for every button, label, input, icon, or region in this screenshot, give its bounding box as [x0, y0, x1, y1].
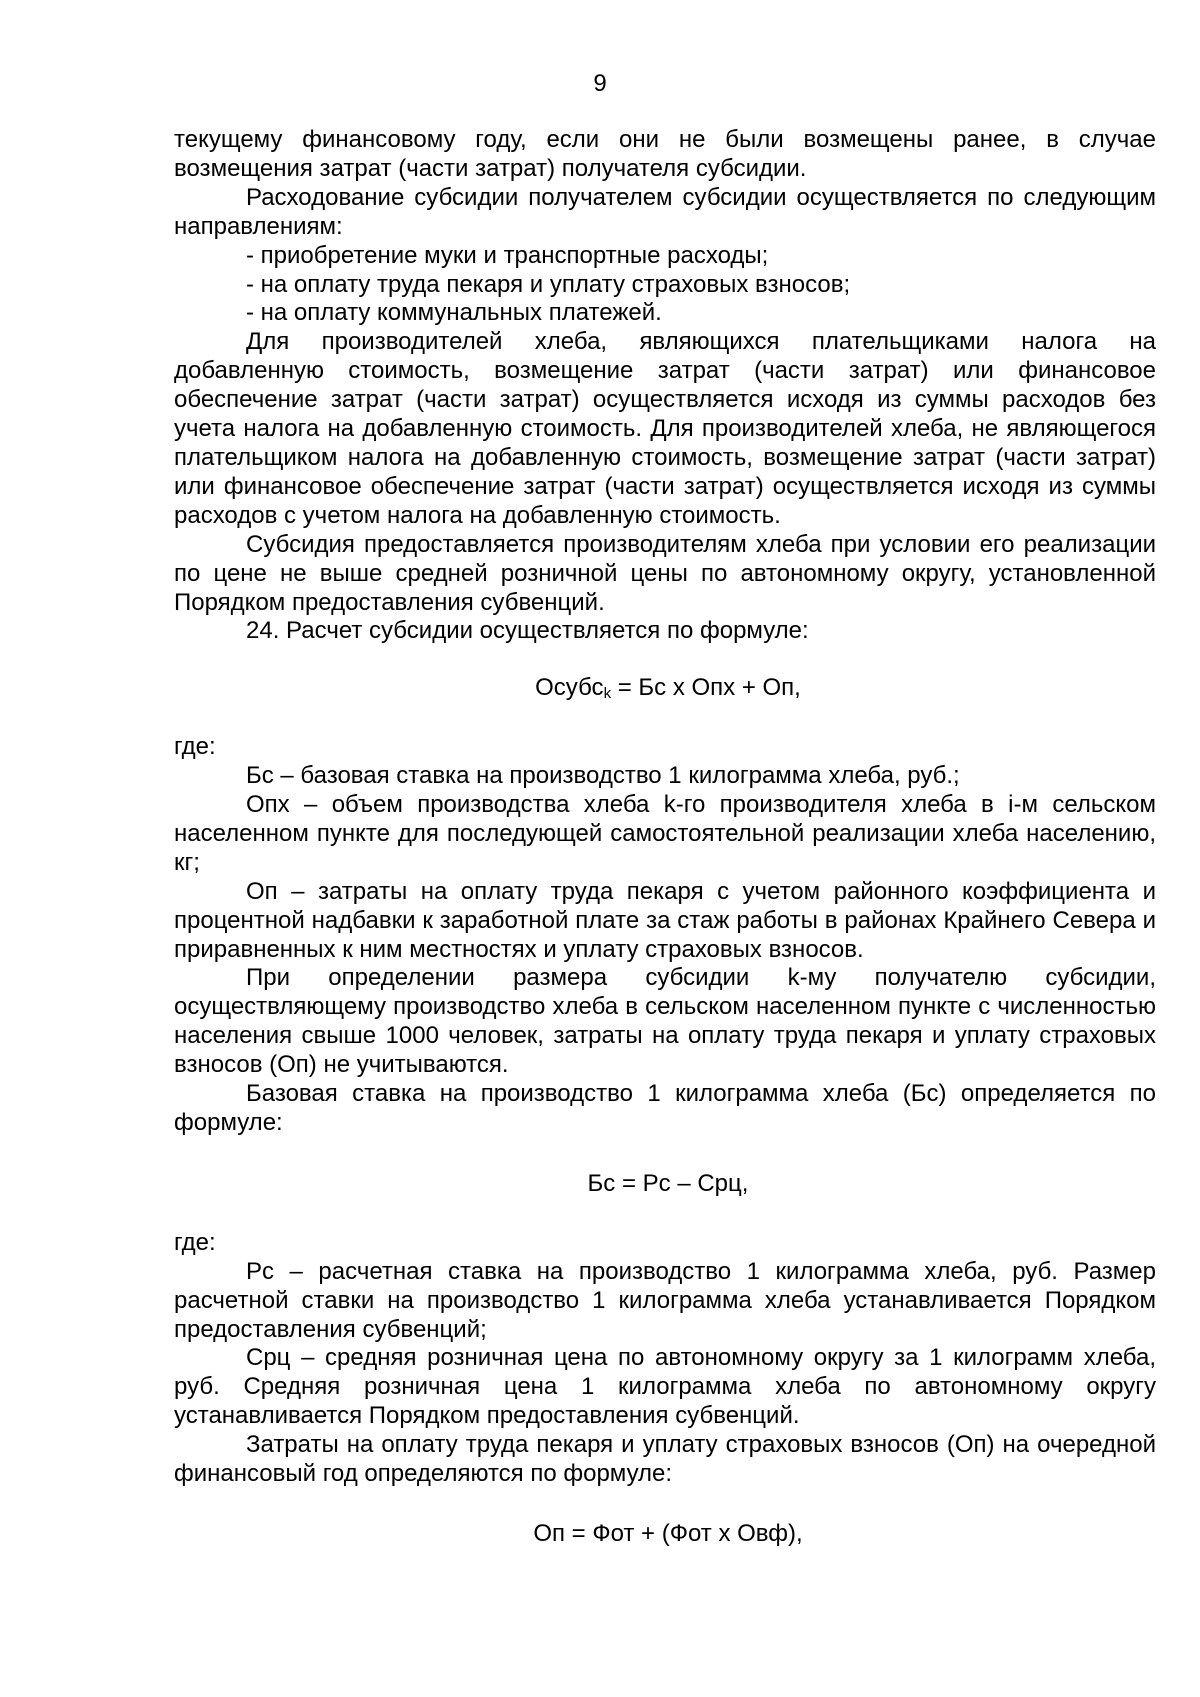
formula-subsidy-lhs: Осубс: [535, 674, 604, 702]
formula-base-rate: Бс = Рс – Срц,: [587, 1169, 749, 1197]
list-item: - на оплату труда пекаря и уплату страховых взносов;: [246, 270, 851, 298]
where-label: где:: [174, 1228, 216, 1256]
paragraph: Для производителей хлеба, являющихся плательщиками налога на добавленную стоимость, возмещение затрат (части затрат) или финансовое обеспечение затрат (части затрат) осуществляется исходя из суммы расходов без учета налога на добавленную стоимость. Для производителей хлеба, не являющегося плательщиком налога на добавленную стоимость, возмещение затрат (части затрат) или финансовое обеспечение затрат (части затрат) осуществляется исходя из суммы расходов с учетом налога на добавленную стоимость.: [174, 328, 1156, 529]
list-item: - приобретение муки и транспортные расходы;: [246, 241, 769, 269]
paragraph: 24. Расчет субсидии осуществляется по формуле:: [246, 617, 809, 645]
paragraph: Базовая ставка на производство 1 килограмма хлеба (Бс) определяется по формуле:: [174, 1080, 1156, 1136]
formula-subsidy-rhs: = Бс х Опх + Оп,: [611, 674, 801, 702]
document-body: [174, 126, 1156, 1549]
definition-item: Оп – затраты на оплату труда пекаря с учетом районного коэффициента и процентной надбавки к заработной плате за стаж работы в районах Крайнего Севера и приравненных к ним местностях и уплату страховых взносов.: [174, 877, 1156, 963]
definition-item: Бс – базовая ставка на производство 1 килограмма хлеба, руб.;: [246, 762, 960, 790]
formula-subsidy-subscript: k: [603, 685, 612, 703]
paragraph: Затраты на оплату труда пекаря и уплату страховых взносов (Оп) на очередной финансовый год определяются по формуле:: [174, 1431, 1156, 1488]
paragraph: Субсидия предоставляется производителям хлеба при условии его реализации по цене не выше средней розничной цены по автономному округу, установленной Порядком предоставления субвенций.: [174, 530, 1156, 616]
paragraph: текущему финансовому году, если они не были возмещены ранее, в случае возмещения затрат (части затрат) получателя субсидии.: [174, 126, 1156, 182]
definition-item: Опх – объем производства хлеба k-го производителя хлеба в i-м сельском населенном пункте для последующей самостоятельной реализации хлеба населению, кг;: [174, 791, 1156, 876]
paragraph: Расходование субсидии получателем субсидии осуществляется по следующим направлениям:: [174, 183, 1156, 240]
definition-item: Рс – расчетная ставка на производство 1 килограмма хлеба, руб. Размер расчетной ставки на производство 1 килограмма хлеба устанавливается Порядком предоставления субвенций;: [174, 1257, 1156, 1343]
list-item: - на оплату коммунальных платежей.: [246, 299, 662, 327]
definition-item: Срц – средняя розничная цена по автономному округу за 1 килограмм хлеба, руб. Средняя розничная цена 1 килограмма хлеба по автономному округу устанавливается Порядком предоставления субвенций.: [174, 1344, 1156, 1430]
page-number: 9: [593, 70, 607, 97]
paragraph: При определении размера субсидии k-му получателю субсидии, осуществляющему производство хлеба в сельском населенном пункте с численностью населения свыше 1000 человек, затраты на оплату труда пекаря и уплату страховых взносов (Оп) не учитываются.: [174, 964, 1156, 1079]
formula-subsidy: [174, 674, 1156, 703]
where-label: где:: [174, 733, 216, 761]
formula-labor-costs: Оп = Фот + (Фот х Овф),: [533, 1519, 803, 1547]
